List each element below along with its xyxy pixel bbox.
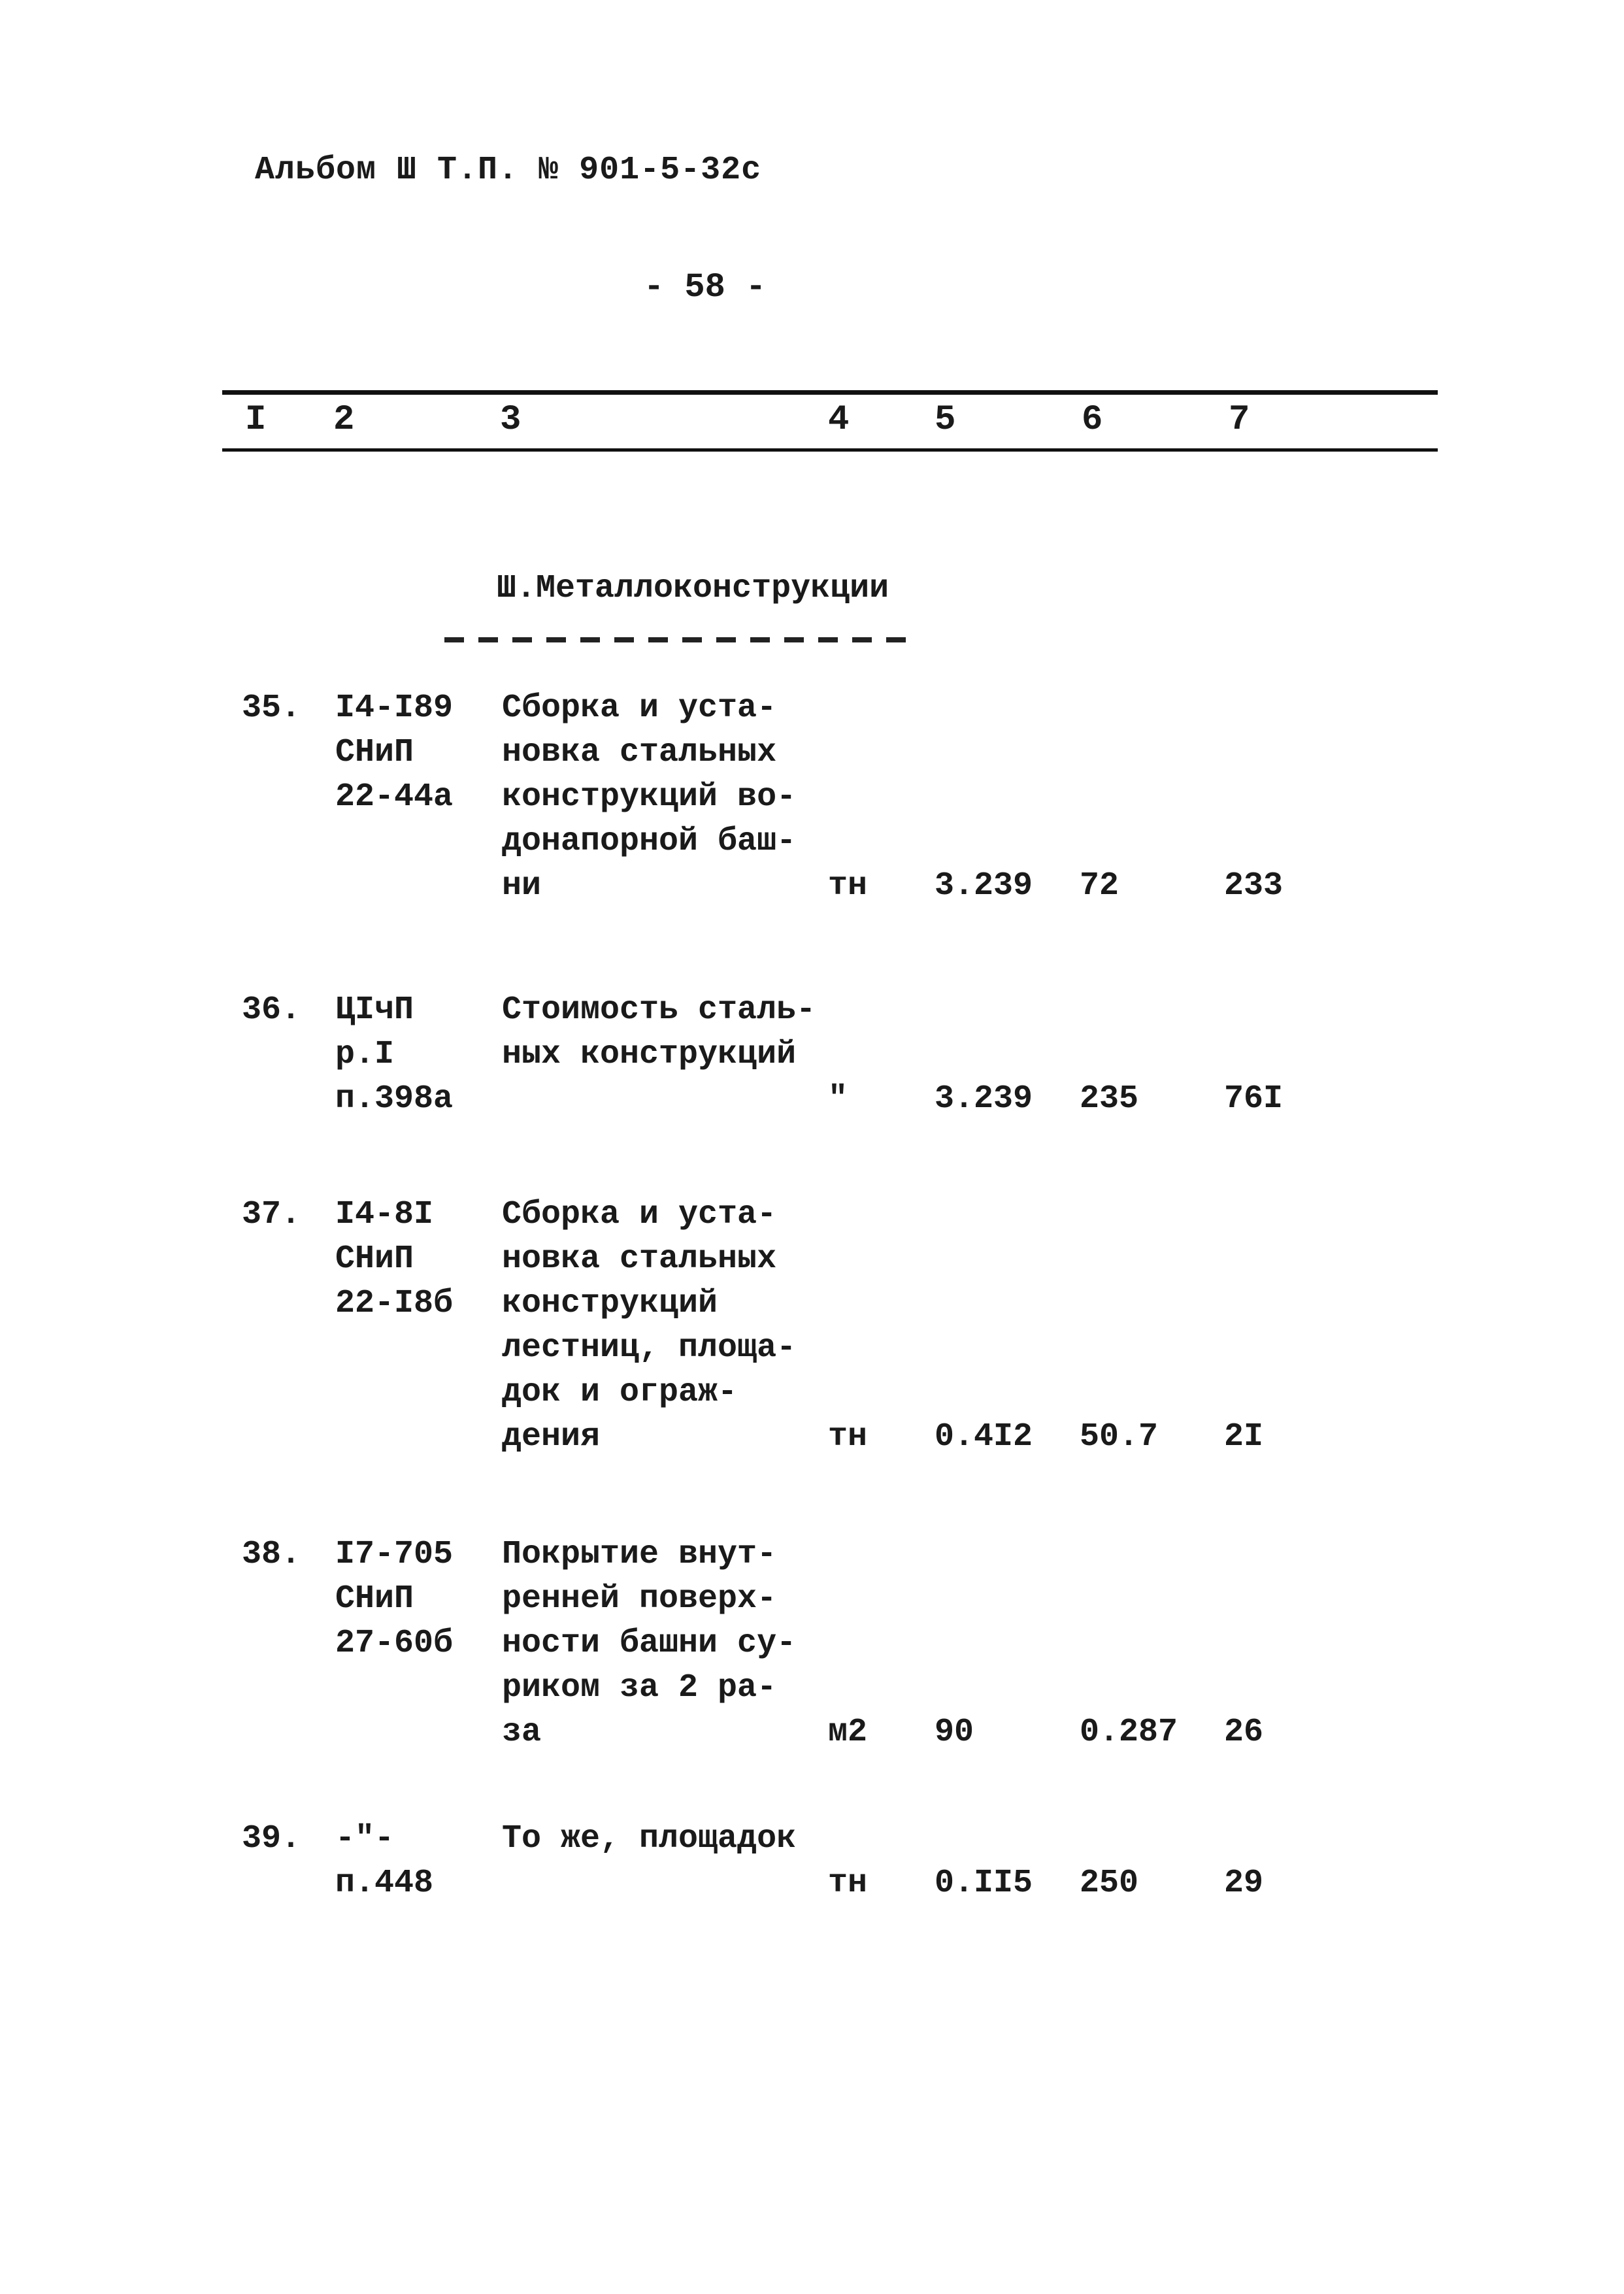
row-total: 2I xyxy=(1224,1418,1264,1455)
row-price: 0.287 xyxy=(1080,1714,1178,1751)
row-total: 26 xyxy=(1224,1714,1264,1751)
row-number: 35. xyxy=(242,690,301,727)
row-unit: тн xyxy=(828,1418,868,1455)
row-price: 235 xyxy=(1080,1080,1139,1118)
row-quantity: 3.239 xyxy=(935,1080,1033,1118)
row-number: 39. xyxy=(242,1820,301,1857)
row-number: 37. xyxy=(242,1196,301,1233)
table-top-rule xyxy=(222,390,1438,395)
row-total: 29 xyxy=(1224,1865,1264,1902)
column-header-1: I xyxy=(245,400,267,440)
row-price: 50.7 xyxy=(1080,1418,1159,1455)
section-title: Ш.Металлоконструкции xyxy=(497,570,889,607)
row-code: I4-I89 СНиП 22-44а xyxy=(335,690,454,816)
section-title-underline xyxy=(444,637,915,642)
column-header-4: 4 xyxy=(828,400,850,440)
row-description: То же, площадок xyxy=(502,1820,797,1857)
row-description: Сборка и уста- новка стальных конструкций лестниц, площа- док и ограж- дения xyxy=(502,1196,797,1455)
row-number: 38. xyxy=(242,1536,301,1573)
column-header-6: 6 xyxy=(1082,400,1103,440)
row-quantity: 90 xyxy=(935,1714,974,1751)
row-quantity: 0.4I2 xyxy=(935,1418,1033,1455)
row-description: Сборка и уста- новка стальных конструкций во- донапорной баш- ни xyxy=(502,690,797,905)
row-code: I4-8I СНиП 22-I8б xyxy=(335,1196,454,1322)
row-code: -"- п.448 xyxy=(335,1820,434,1902)
row-number: 36. xyxy=(242,991,301,1029)
row-quantity: 3.239 xyxy=(935,867,1033,905)
table-header-rule xyxy=(222,448,1438,452)
row-quantity: 0.II5 xyxy=(935,1865,1033,1902)
row-unit: " xyxy=(828,1080,848,1118)
row-total: 233 xyxy=(1224,867,1284,905)
column-header-7: 7 xyxy=(1229,400,1250,440)
column-header-3: 3 xyxy=(500,400,522,440)
row-unit: тн xyxy=(828,867,868,905)
row-code: ЦIчП р.I п.398а xyxy=(335,991,454,1118)
row-unit: тн xyxy=(828,1865,868,1902)
row-total: 76I xyxy=(1224,1080,1284,1118)
row-unit: м2 xyxy=(828,1714,868,1751)
page-number: - 58 - xyxy=(644,268,767,307)
column-header-5: 5 xyxy=(935,400,956,440)
row-price: 72 xyxy=(1080,867,1119,905)
album-reference: Альбом Ш Т.П. № 901-5-32с xyxy=(255,152,762,189)
row-description: Стоимость сталь- ных конструкций xyxy=(502,991,816,1073)
row-code: I7-705 СНиП 27-60б xyxy=(335,1536,454,1662)
row-price: 250 xyxy=(1080,1865,1139,1902)
row-description: Покрытие внут- ренней поверх- ности башни су- риком за 2 ра- за xyxy=(502,1536,797,1751)
column-header-2: 2 xyxy=(333,400,355,440)
